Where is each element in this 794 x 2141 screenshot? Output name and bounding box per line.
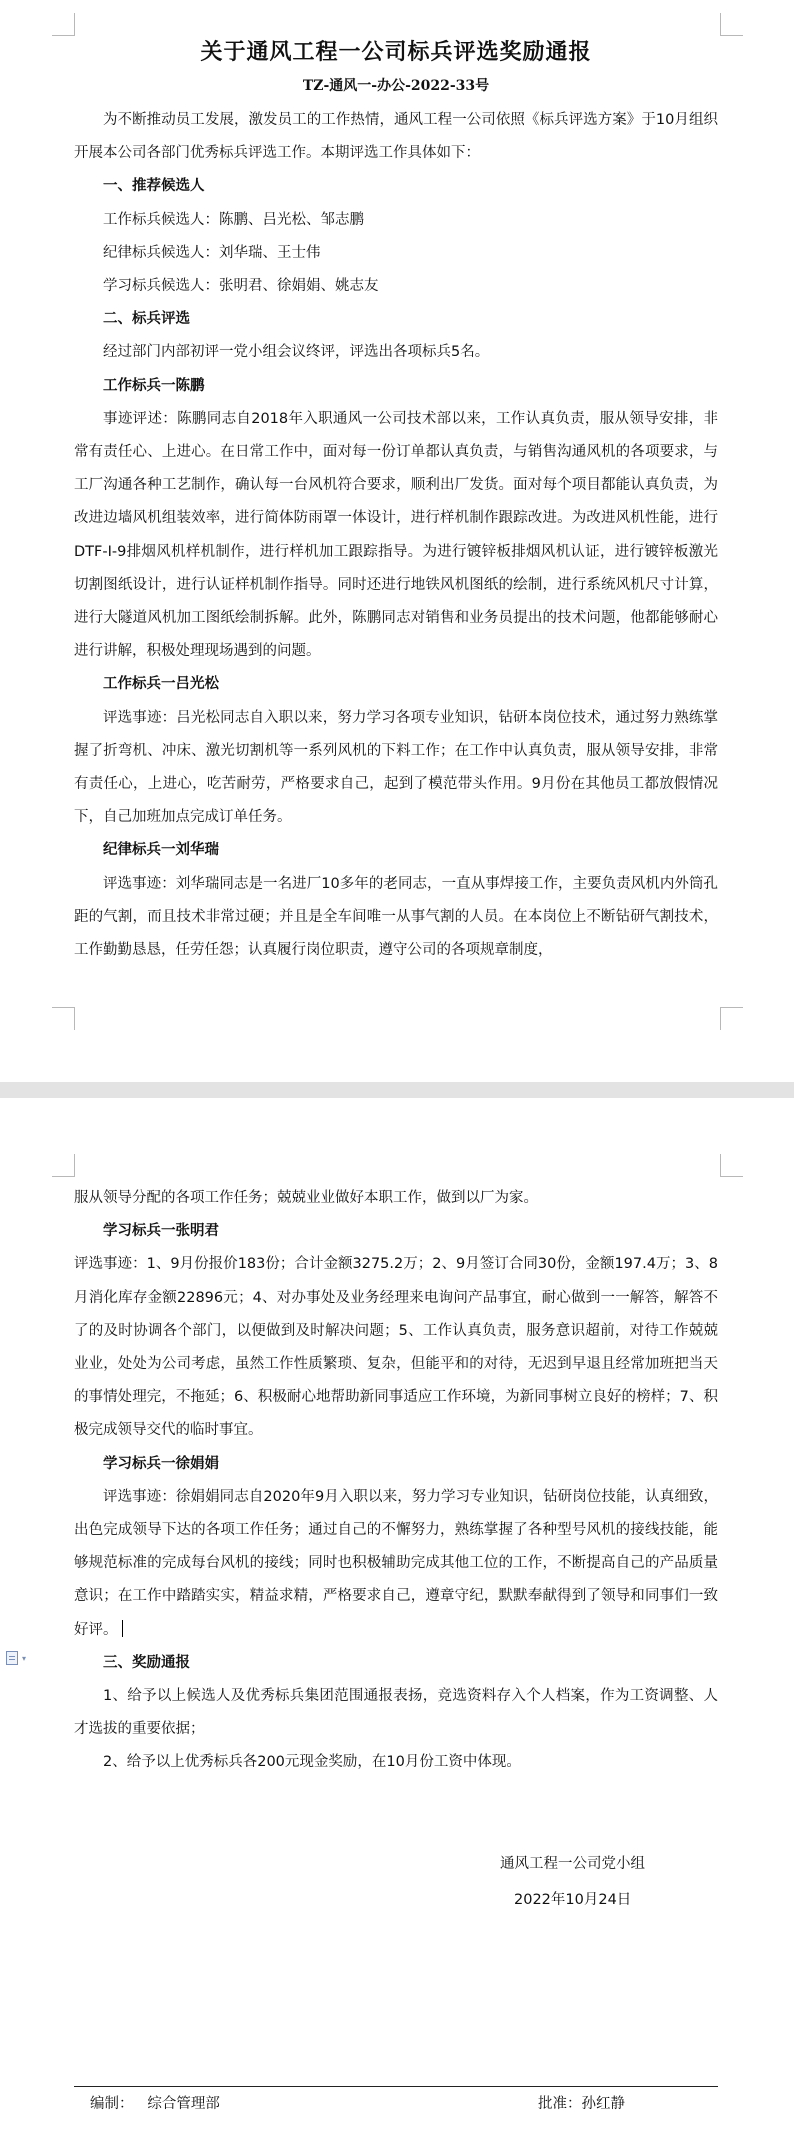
award-text-liuhuarui-continued: 服从领导分配的各项工作任务；兢兢业业做好本职工作，做到以厂为家。	[74, 1190, 538, 1206]
intro-paragraph: 为不断推动员工发展，激发员工的工作热情，通风工程一公司依照《标兵评选方案》于10月组织开展本公司各部门优秀标兵评选工作。本期评选工作具体如下：	[74, 112, 718, 162]
text-cursor	[122, 1620, 123, 1637]
signature-date: 2022年10月24日	[514, 1892, 632, 1908]
footer-approver: 批准：孙红静	[538, 2096, 625, 2112]
crop-mark	[52, 1154, 75, 1177]
award-text-xujuanjuan	[74, 1481, 718, 1647]
document-title: 关于通风工程一公司标兵评选奖励通报	[200, 39, 592, 65]
award-text-liuhuarui: 评选事迹：刘华瑞同志是一名进厂10多年的老同志，一直从事焊接工作，主要负责风机内外筒孔距的气割，而且技术非常过硬；并且是全车间唯一从事气割的人员。在本岗位上不断钻研气割技术，工作勤勤恳恳，任劳任怨；认真履行岗位职责，遵守公司的各项规章制度，	[74, 875, 718, 959]
crop-mark	[720, 1154, 743, 1177]
award-heading-lvguangsong: 工作标兵一吕光松	[103, 676, 219, 693]
page-gap	[0, 1082, 794, 1098]
award-text-lvguangsong: 评选事迹：吕光松同志自入职以来，努力学习各项专业知识，钻研本岗位技术，通过努力熟练掌握了折弯机、冲床、激光切割机等一系列风机的下料工作；在工作中认真负责，服从领导安排，非常有责任心，上进心，吃苦耐劳，严格要求自己，起到了模范带头作用。9月份在其他员工都放假情况下，自己加班加点完成订单任务。	[74, 709, 718, 826]
footer-compiler: 编制： 综合管理部	[90, 2096, 220, 2112]
signature-organization: 通风工程一公司党小组	[500, 1856, 645, 1872]
award-text-chenpeng: 事迹评述：陈鹏同志自2018年入职通风一公司技术部以来，工作认真负责，服从领导安排，非常有责任心、上进心。在日常工作中，面对每一份订单都认真负责，与销售沟通风机的各项要求，与工厂沟通各种工艺制作，确认每一台风机符合要求，顺利出厂发货。面对每个项目都能认真负责，为改进边墙风机组装效率，进行简体防雨罩一体设计，进行样机制作跟踪改进。为改进风机性能，进行DTF-I-9排烟风机样机制作，进行样机加工跟踪指导。为进行镀锌板排烟风机认证，进行镀锌板激光切割图纸设计，进行认证样机制作指导。同时还进行地铁风机图纸的绘制，进行系统风机尺寸计算，进行大隧道风机加工图纸绘制拆解。此外，陈鹏同志对销售和业务员提出的技术问题，他都能够耐心进行讲解，积极处理现场遇到的问题。	[74, 410, 718, 660]
selection-text: 经过部门内部初评一党小组会议终评，评选出各项标兵5名。	[103, 344, 490, 361]
chevron-down-icon[interactable]: ▾	[22, 1654, 27, 1663]
section-heading-selection: 二、标兵评选	[103, 311, 190, 328]
document-number: TZ-通风一-办公-2022-33号	[302, 78, 490, 94]
award-heading-chenpeng: 工作标兵一陈鹏	[103, 377, 205, 394]
page-1-content[interactable]	[74, 32, 718, 967]
crop-mark	[52, 1007, 75, 1030]
reward-item-2: 2、给予以上优秀标兵各200元现金奖励，在10月份工资中体现。	[103, 1754, 521, 1771]
award-heading-zhangmingjun: 学习标兵一张明君	[103, 1223, 219, 1240]
award-text-zhangmingjun: 评选事迹：1、9月份报价183份；合计金额3275.2万；2、9月签订合同30份，金额197.4万；3、8月消化库存金额22896元；4、对办事处及业务经理来电询问产品事宜，耐心做到一一解答，解答不了的及时协调各个部门，以便做到及时解决问题；5、工作认真负责，服务意识超前，对待工作兢兢业业，处处为公司考虑，虽然工作性质繁琐、复杂，但能平和的对待，无迟到早退且经常加班把当天的事情处理完，不拖延；6、积极耐心地帮助新同事适应工作环境，为新同事树立良好的榜样；7、积极完成领导交代的临时事宜。	[74, 1256, 718, 1439]
section-heading-candidates: 一、推荐候选人	[103, 178, 205, 195]
document-page-2	[0, 1098, 794, 2141]
award-text-xujuanjuan-content: 评选事迹：徐娟娟同志自2020年9月入职以来，努力学习专业知识，钻研岗位技能，认真细致，出色完成领导下达的各项工作任务；通过自己的不懈努力，熟练掌握了各种型号风机的接线技能，能够规范标准的完成每台风机的接线；同时也积极辅助完成其他工位的工作，不断提高自己的产品质量意识；在工作中踏踏实实，精益求精，严格要求自己，遵章守纪，默默奉献得到了领导和同事们一致好评。	[74, 1488, 718, 1638]
document-marker-icon[interactable]	[6, 1651, 18, 1665]
reward-item-1: 1、给予以上候选人及优秀标兵集团范围通报表扬，竞选资料存入个人档案，作为工资调整、人才选拔的重要依据；	[74, 1688, 718, 1738]
section-heading-rewards: 三、奖励通报	[103, 1654, 190, 1671]
candidate-discipline: 纪律标兵候选人：刘华瑞、王士伟	[103, 244, 321, 261]
award-heading-liuhuarui: 纪律标兵一刘华瑞	[103, 842, 219, 859]
footer-divider	[74, 2086, 718, 2087]
crop-mark	[720, 1007, 743, 1030]
award-heading-xujuanjuan: 学习标兵一徐娟娟	[103, 1455, 219, 1472]
page-2-content[interactable]	[74, 1182, 718, 1780]
crop-mark	[52, 13, 75, 36]
crop-mark	[720, 13, 743, 36]
candidate-work: 工作标兵候选人：陈鹏、吕光松、邹志鹏	[103, 211, 364, 228]
candidate-study: 学习标兵候选人：张明君、徐娟娟、姚志友	[103, 278, 379, 295]
